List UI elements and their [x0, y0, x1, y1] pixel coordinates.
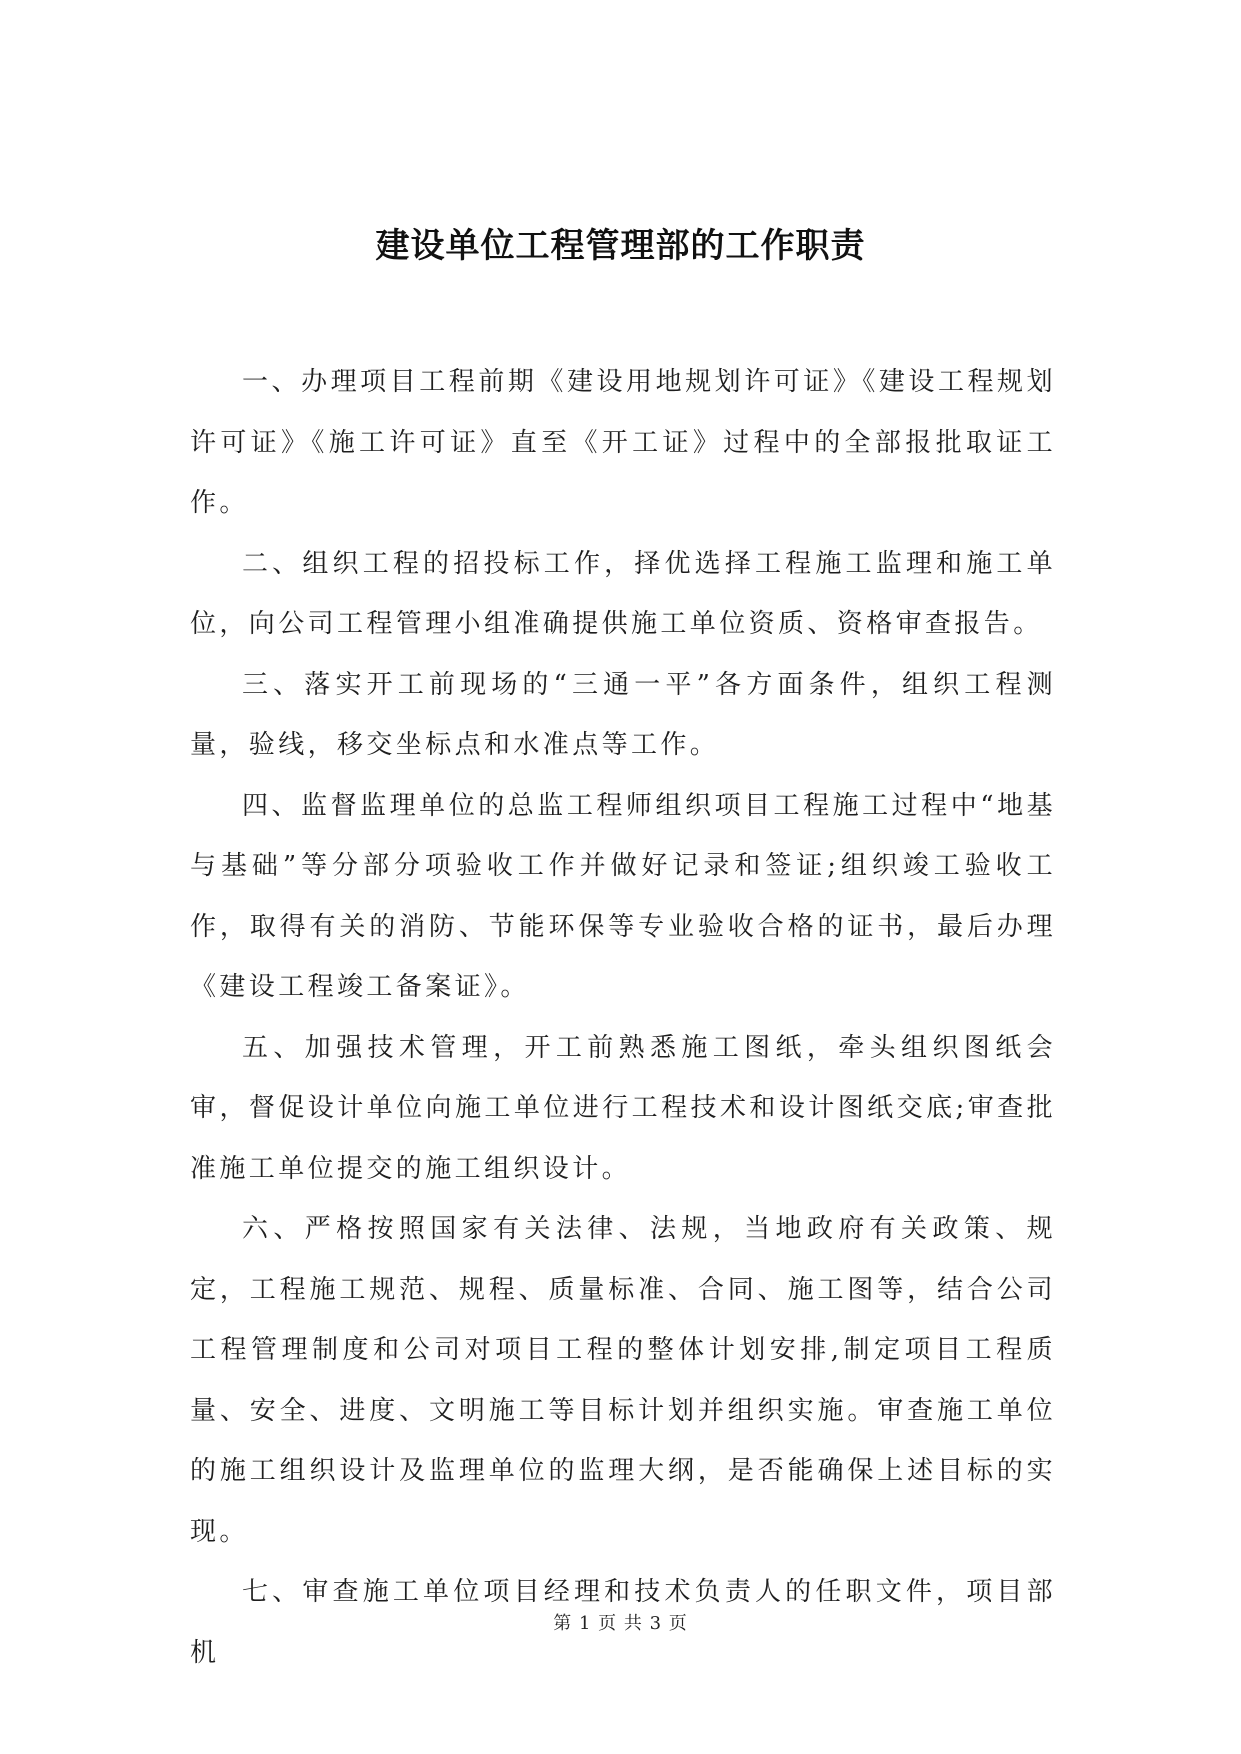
- paragraph-3: 三、落实开工前现场的“三通一平”各方面条件，组织工程测量，验线，移交坐标点和水准点等工作。: [190, 669, 1056, 760]
- paragraph-2: 二、组织工程的招投标工作，择优选择工程施工监理和施工单位，向公司工程管理小组准确提供施工单位资质、资格审查报告。: [190, 548, 1056, 639]
- paragraph-4: 四、监督监理单位的总监工程师组织项目工程施工过程中“地基与基础”等分部分项验收工作并做好记录和签证;组织竣工验收工作，取得有关的消防、节能环保等专业验收合格的证书，最后办理《建设工程竣工备案证》。: [190, 790, 1056, 1002]
- paragraph-5: 五、加强技术管理，开工前熟悉施工图纸，牵头组织图纸会审，督促设计单位向施工单位进行工程技术和设计图纸交底;审查批准施工单位提交的施工组织设计。: [190, 1032, 1056, 1184]
- paragraph-6: 六、严格按照国家有关法律、法规，当地政府有关政策、规定，工程施工规范、规程、质量标准、合同、施工图等，结合公司工程管理制度和公司对项目工程的整体计划安排,制定项目工程质量、安全、进度、文明施工等目标计划并组织实施。审查施工单位的施工组织设计及监理单位的监理大纲，是否能确保上述目标的实现。: [190, 1214, 1056, 1547]
- document-title: 建设单位工程管理部的工作职责: [375, 226, 866, 266]
- paragraph-1: 一、办理项目工程前期《建设用地规划许可证》《建设工程规划许可证》《施工许可证》直至《开工证》过程中的全部报批取证工作。: [190, 367, 1056, 518]
- document-body: [190, 352, 1056, 1683]
- page-number-footer: 第 1 页 共 3 页: [553, 1613, 688, 1634]
- paragraph-7: 七、审查施工单位项目经理和技术负责人的任职文件，项目部机: [190, 1577, 1056, 1668]
